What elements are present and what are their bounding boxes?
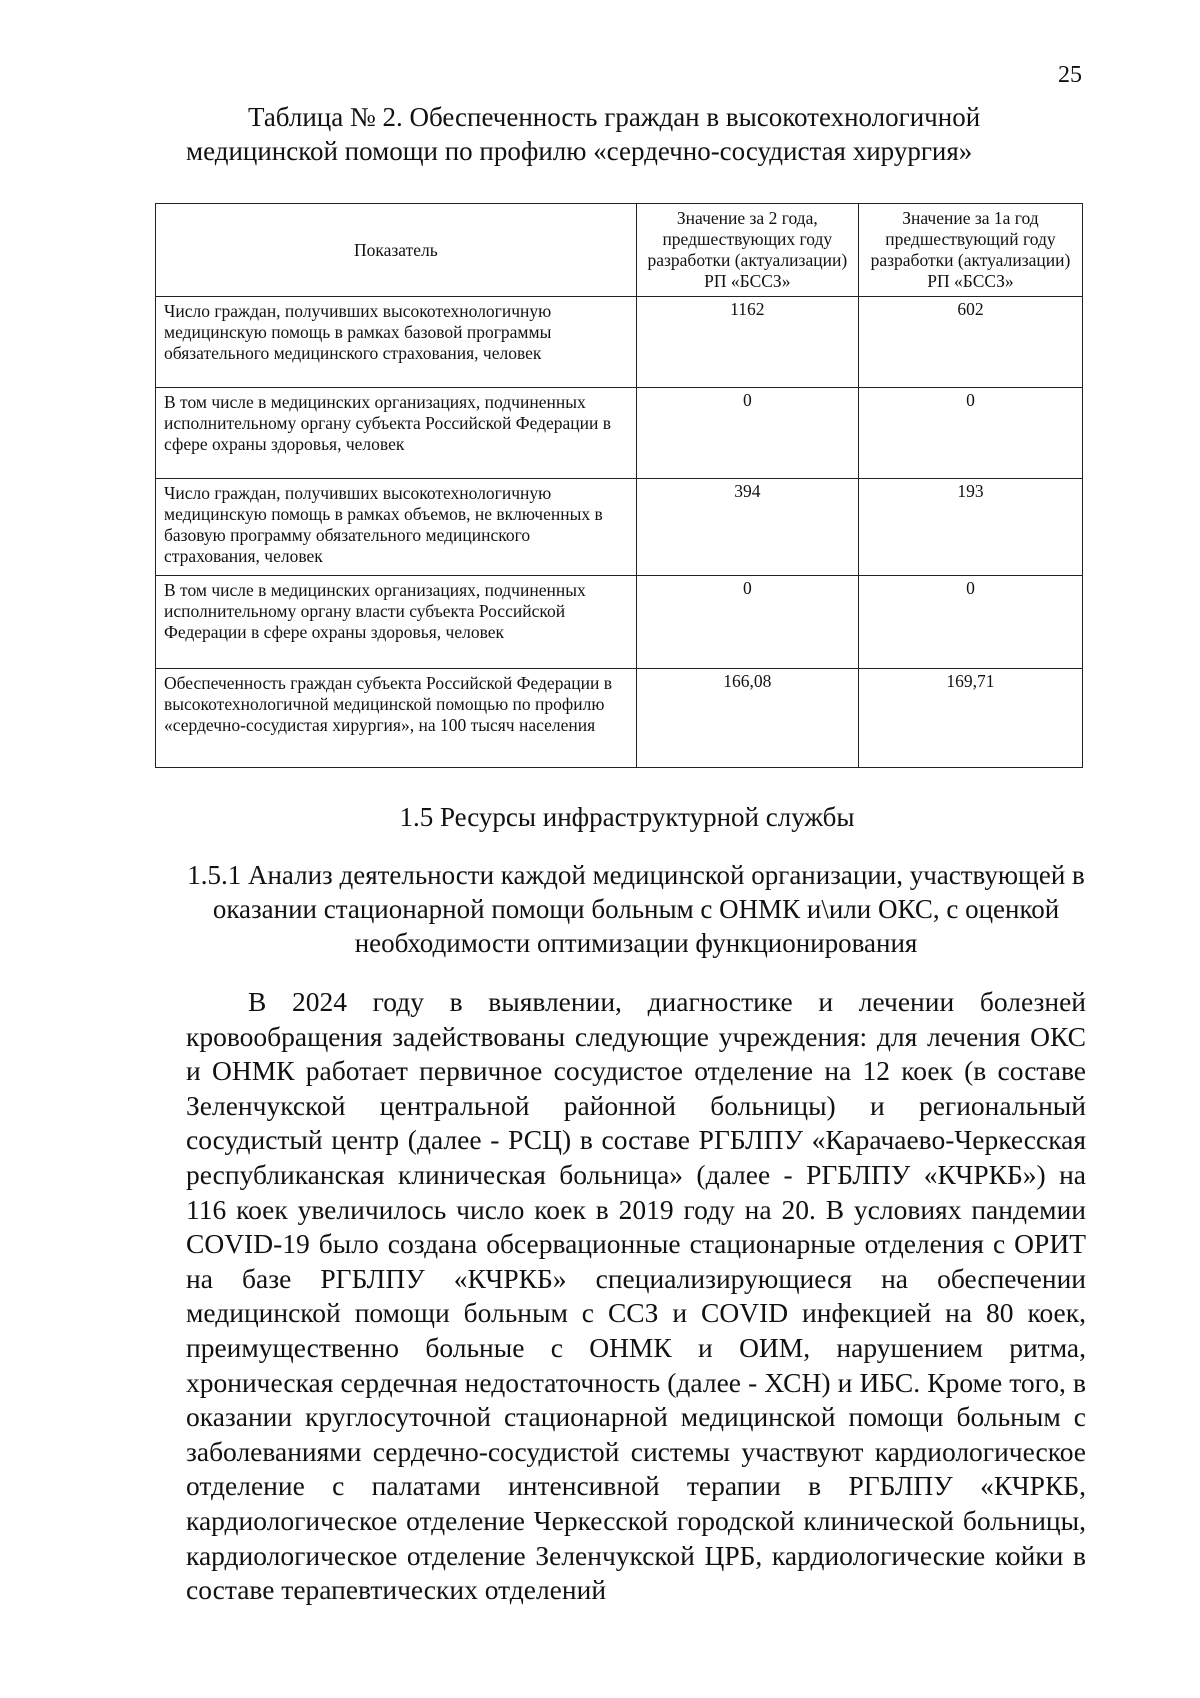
row-value-one-year: 0 xyxy=(858,388,1082,479)
row-value-one-year: 0 xyxy=(858,576,1082,669)
row-value-one-year: 193 xyxy=(858,479,1082,576)
body-paragraph: В 2024 году в выявлении, диагностике и лечении болезней кровообращения задействованы следующие учреждения: для лечения ОКС и ОНМК работает первичное сосудистое отделение на 12 коек (в составе Зеленчукской центральной районной больницы) и региональный сосудистый центр (далее - РСЦ) в составе РГБЛПУ «Карачаево-Черкесская республиканская клиническая больница» (далее - РГБЛПУ «КЧРКБ») на 116 коек увеличилось число коек в 2019 году на 20. В условиях пандемии COVID-19 было создана обсервационные стационарные отделения с ОРИТ на базе РГБЛПУ «КЧРКБ» специализирующиеся на обеспечении медицинской помощи больным с ССЗ и COVID инфекцией на 80 коек, преимущественно больные с ОНМК и ОИМ, нарушением ритма, хроническая сердечная недостаточность (далее - ХСН) и ИБС. Кроме того, в оказании круглосуточной стационарной медицинской помощи больным с заболеваниями сердечно-сосудистой системы участвуют кардиологическое отделение с палатами интенсивной терапии в РГБЛПУ «КЧРКБ, кардиологическое отделение Черкесской городской клинической больницы, кардиологическое отделение Зеленчукской ЦРБ, кардиологические койки в составе терапевтических отделений xyxy=(186,986,1086,1606)
table-row xyxy=(156,576,1083,669)
header-two-years: Значение за 2 года, предшествующих году разработки (актуализации) РП «БССЗ» xyxy=(636,204,858,297)
section-title: 1.5 Ресурсы инфраструктурной службы xyxy=(399,802,855,832)
row-label: Обеспеченность граждан субъекта Российской Федерации в высокотехнологичной медицинской помощью по профилю «сердечно-сосудистая хирургия», на 100 тысяч населения xyxy=(156,669,637,768)
table-row xyxy=(156,388,1083,479)
table-row xyxy=(156,479,1083,576)
row-value-one-year: 169,71 xyxy=(858,669,1082,768)
row-value-two-years: 0 xyxy=(636,576,858,669)
row-label: Число граждан, получивших высокотехнологичную медицинскую помощь в рамках объемов, не включенных в базовую программу обязательного медицинского страхования, человек xyxy=(156,479,637,576)
data-table xyxy=(155,203,1083,768)
table-row xyxy=(156,297,1083,388)
table-row xyxy=(156,669,1083,768)
row-value-two-years: 166,08 xyxy=(636,669,858,768)
subsection-title: 1.5.1 Анализ деятельности каждой медицинской организации, участвующей в оказании стационарной помощи больным с ОНМК и\или ОКС, с оценкой необходимости оптимизации функционирования xyxy=(187,860,1085,958)
row-value-one-year: 602 xyxy=(858,297,1082,388)
row-value-two-years: 1162 xyxy=(636,297,858,388)
page-number: 25 xyxy=(1058,62,1082,88)
row-label: Число граждан, получивших высокотехнологичную медицинскую помощь в рамках базовой программы обязательного медицинского страхования, человек xyxy=(156,297,637,388)
header-indicator: Показатель xyxy=(156,204,637,297)
row-value-two-years: 0 xyxy=(636,388,858,479)
row-value-two-years: 394 xyxy=(636,479,858,576)
row-label: В том числе в медицинских организациях, подчиненных исполнительному органу власти субъекта Российской Федерации в сфере охраны здоровья, человек xyxy=(156,576,637,669)
table-title: Таблица № 2. Обеспеченность граждан в высокотехнологичной медицинской помощи по профилю «сердечно-сосудистая хирургия» xyxy=(186,102,981,166)
table-header-row xyxy=(156,204,1083,297)
row-label: В том числе в медицинских организациях, подчиненных исполнительному органу субъекта Российской Федерации в сфере охраны здоровья, человек xyxy=(156,388,637,479)
header-one-year: Значение за 1а год предшествующий году разработки (актуализации) РП «БССЗ» xyxy=(858,204,1082,297)
